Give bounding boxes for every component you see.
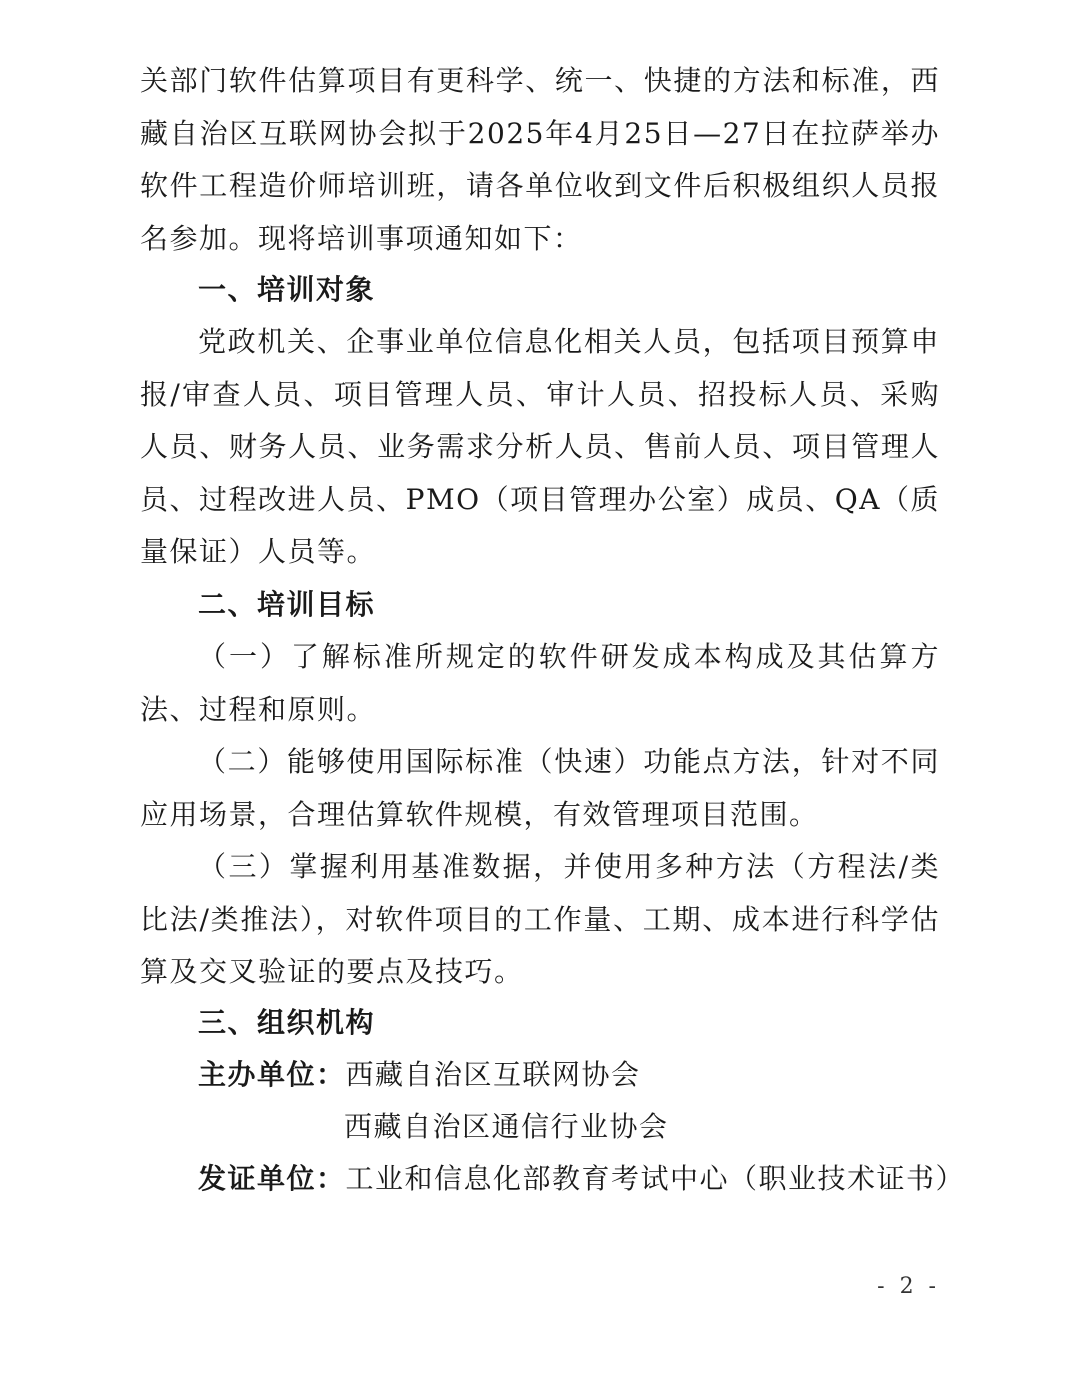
- host-organization-2: 西藏自治区通信行业协会: [344, 1110, 669, 1143]
- page-number: - 2 -: [877, 1274, 940, 1299]
- section-heading-training-goals: 二、培训目标: [198, 588, 376, 621]
- certificate-row: [198, 1159, 965, 1199]
- training-goal-item-1: （一）了解标准所规定的软件研发成本构成及其估算方法、过程和原则。: [140, 640, 940, 726]
- training-targets-paragraph: 党政机关、企事业单位信息化相关人员，包括项目预算申报/审查人员、项目管理人员、审计人员、招投标人员、采购人员、财务人员、业务需求分析人员、售前人员、项目管理人员、过程改进人员、PMO（项目管理办公室）成员、QA（质量保证）人员等。: [140, 325, 940, 568]
- certificate-issuer: 工业和信息化部教育考试中心（职业技术证书）: [345, 1162, 966, 1195]
- certificate-label: 发证单位：: [198, 1162, 346, 1195]
- section-heading-training-targets: 一、培训对象: [198, 273, 376, 306]
- section-heading-organization: 三、组织机构: [198, 1006, 376, 1039]
- host-row-2: [344, 1107, 669, 1147]
- host-label: 主办单位：: [198, 1058, 346, 1091]
- host-row: [198, 1055, 641, 1095]
- training-goal-item-2: （二）能够使用国际标准（快速）功能点方法，针对不同应用场景，合理估算软件规模，有效管理项目范围。: [140, 745, 940, 831]
- intro-paragraph: 关部门软件估算项目有更科学、统一、快捷的方法和标准，西藏自治区互联网协会拟于2025年4月25日—27日在拉萨举办软件工程造价师培训班，请各单位收到文件后积极组织人员报名参加。现将培训事项通知如下：: [140, 64, 940, 255]
- host-organization-1: 西藏自治区互联网协会: [345, 1058, 641, 1091]
- training-goal-item-3: （三）掌握利用基准数据，并使用多种方法（方程法/类比法/类推法），对软件项目的工作量、工期、成本进行科学估算及交叉验证的要点及技巧。: [140, 850, 940, 988]
